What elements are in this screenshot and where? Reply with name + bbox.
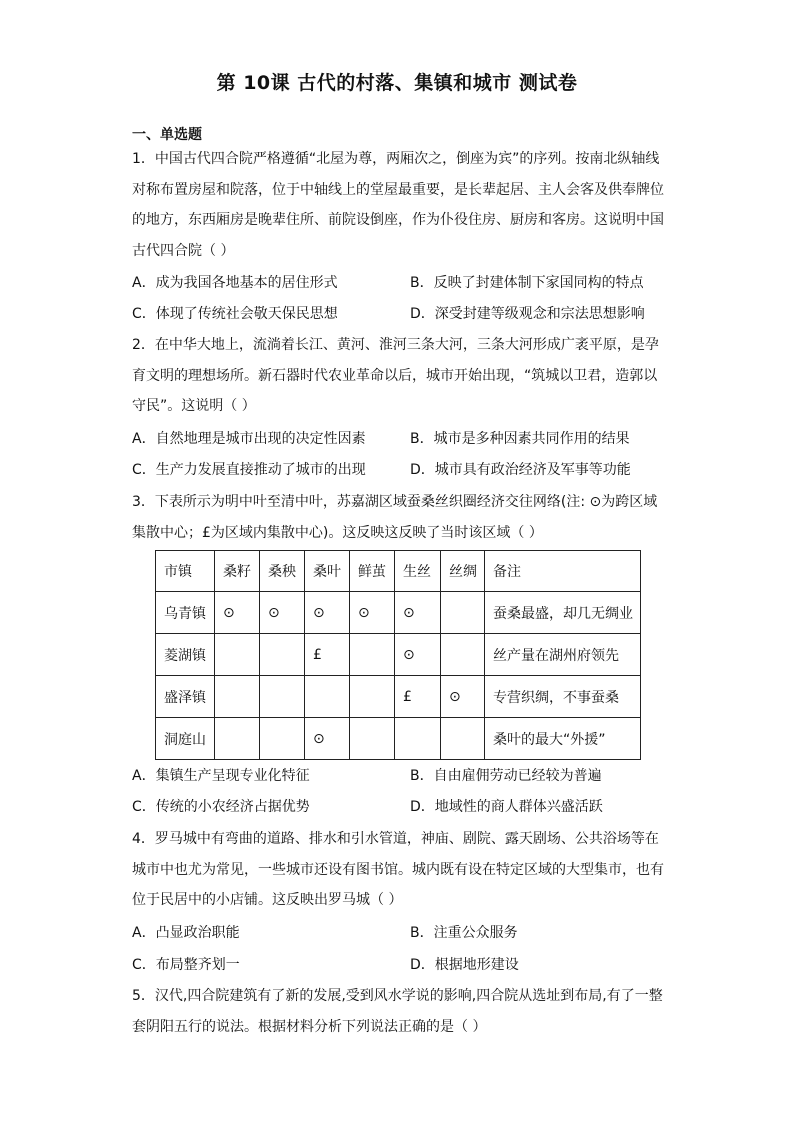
question-line: 守民”。这说明（ ） xyxy=(132,398,256,414)
question-4-options-row-1 xyxy=(132,918,672,948)
option-c[interactable]: C．布局整齐划一 xyxy=(132,957,240,973)
table-header-cell: 生丝 xyxy=(395,551,441,592)
table-header-cell: 鲜茧 xyxy=(350,551,395,592)
option-c[interactable]: C．体现了传统社会敬天保民思想 xyxy=(132,306,338,322)
table-cell: £ xyxy=(395,676,441,718)
table-cell xyxy=(305,676,350,718)
option-d[interactable]: D．深受封建等级观念和宗法思想影响 xyxy=(410,306,645,322)
option-b[interactable]: B．反映了封建体制下家国同构的特点 xyxy=(410,275,644,291)
table-cell: ⊙ xyxy=(395,592,441,634)
table-cell xyxy=(260,718,305,760)
table-header-row xyxy=(156,551,641,592)
silk-network-table xyxy=(155,550,641,760)
table-header-cell: 备注 xyxy=(485,551,641,592)
option-d[interactable]: D．城市具有政治经济及军事等功能 xyxy=(410,462,631,478)
question-line: 4．罗马城中有弯曲的道路、排水和引水管道，神庙、剧院、露天剧场、公共浴场等在 xyxy=(132,831,659,847)
table-cell: 桑叶的最大“外援” xyxy=(485,718,641,760)
question-2-options-row-2 xyxy=(132,455,672,485)
table-cell xyxy=(260,676,305,718)
question-3-options-row-1 xyxy=(132,761,672,791)
question-line: 3．下表所示为明中叶至清中叶，苏嘉湖区域蚕桑丝织圈经济交往网络(注: ⊙为跨区域 xyxy=(132,494,658,510)
table-cell xyxy=(350,718,395,760)
table-header-cell: 市镇 xyxy=(156,551,215,592)
table-cell xyxy=(215,676,260,718)
option-b[interactable]: B．城市是多种因素共同作用的结果 xyxy=(410,431,630,447)
table-cell: 专营织绸，不事蚕桑 xyxy=(485,676,641,718)
question-line: 5．汉代,四合院建筑有了新的发展,受到风水学说的影响,四合院从选址到布局,有了一整 xyxy=(132,988,663,1004)
table-cell xyxy=(350,676,395,718)
table-row xyxy=(156,592,641,634)
question-4-options-row-2 xyxy=(132,950,672,980)
table-cell: ⊙ xyxy=(305,592,350,634)
table-cell: 盛泽镇 xyxy=(156,676,215,718)
option-b[interactable]: B．自由雇佣劳动已经较为普遍 xyxy=(410,768,602,784)
question-1-stem xyxy=(132,144,672,266)
table-cell xyxy=(441,718,485,760)
table-cell xyxy=(215,718,260,760)
question-2-options-row-1 xyxy=(132,424,672,454)
table-cell: ⊙ xyxy=(305,718,350,760)
table-cell xyxy=(260,634,305,676)
table-cell: £ xyxy=(305,634,350,676)
table-cell: ⊙ xyxy=(441,676,485,718)
question-1-options-row-1 xyxy=(132,268,672,298)
table-row xyxy=(156,676,641,718)
option-a[interactable]: A．集镇生产呈现专业化特征 xyxy=(132,768,310,784)
question-line: 育文明的理想场所。新石器时代农业革命以后，城市开始出现，“筑城以卫君，造郭以 xyxy=(132,367,658,384)
option-c[interactable]: C．传统的小农经济占据优势 xyxy=(132,799,310,815)
table-cell: 丝产量在湖州府领先 xyxy=(485,634,641,676)
question-line: 城市中也尤为常见，一些城市还设有图书馆。城内既有设在特定区域的大型集市，也有 xyxy=(132,861,664,878)
option-d[interactable]: D．地域性的商人群体兴盛活跃 xyxy=(410,799,603,815)
question-line: 的地方，东西厢房是晚辈住所、前院设倒座，作为仆役住房、厨房和客房。这说明中国 xyxy=(132,212,664,228)
option-b[interactable]: B．注重公众服务 xyxy=(410,925,518,941)
question-line: 对称布置房屋和院落，位于中轴线上的堂屋最重要，是长辈起居、主人会客及供奉牌位 xyxy=(132,181,664,198)
table-cell: ⊙ xyxy=(215,592,260,634)
table-cell xyxy=(215,634,260,676)
table-header-cell: 桑籽 xyxy=(215,551,260,592)
table-cell: 蚕桑最盛，却几无绸业 xyxy=(485,592,641,634)
option-a[interactable]: A．成为我国各地基本的居住形式 xyxy=(132,275,338,291)
option-a[interactable]: A．凸显政治职能 xyxy=(132,925,240,941)
option-d[interactable]: D．根据地形建设 xyxy=(410,957,519,973)
question-5-stem xyxy=(132,981,672,1042)
question-1-options-row-2 xyxy=(132,299,672,329)
question-3-stem xyxy=(132,487,672,548)
question-line: 2．在中华大地上，流淌着长江、黄河、淮河三条大河，三条大河形成广袤平原，是孕 xyxy=(132,337,659,353)
table-cell xyxy=(441,592,485,634)
table-cell: 乌青镇 xyxy=(156,592,215,634)
table-cell: 菱湖镇 xyxy=(156,634,215,676)
table-header-cell: 丝绸 xyxy=(441,551,485,592)
table-header-cell: 桑秧 xyxy=(260,551,305,592)
question-line: 1．中国古代四合院严格遵循“北屋为尊，两厢次之，倒座为宾”的序列。按南北纵轴线 xyxy=(132,151,660,167)
table-cell: ⊙ xyxy=(350,592,395,634)
question-4-stem xyxy=(132,824,672,916)
option-c[interactable]: C．生产力发展直接推动了城市的出现 xyxy=(132,462,366,478)
table-cell: ⊙ xyxy=(395,634,441,676)
question-line: 集散中心；£为区域内集散中心)。这反映这反映了当时该区域（ ） xyxy=(132,524,543,541)
page-title: 第 10课 古代的村落、集镇和城市 测试卷 xyxy=(216,72,578,94)
table-header-cell: 桑叶 xyxy=(305,551,350,592)
table-cell: ⊙ xyxy=(260,592,305,634)
table-cell xyxy=(395,718,441,760)
question-line: 位于民居中的小店铺。这反映出罗马城（ ） xyxy=(132,892,403,908)
section-heading: 一、单选题 xyxy=(132,127,202,143)
question-2-stem xyxy=(132,330,672,422)
table-row xyxy=(156,718,641,760)
table-cell xyxy=(441,634,485,676)
question-line: 套阴阳五行的说法。根据材料分析下列说法正确的是（ ） xyxy=(132,1018,487,1035)
option-a[interactable]: A．自然地理是城市出现的决定性因素 xyxy=(132,431,366,447)
table-cell xyxy=(350,634,395,676)
table-row xyxy=(156,634,641,676)
question-3-options-row-2 xyxy=(132,792,672,822)
table-cell: 洞庭山 xyxy=(156,718,215,760)
question-line: 古代四合院（ ） xyxy=(132,242,235,259)
